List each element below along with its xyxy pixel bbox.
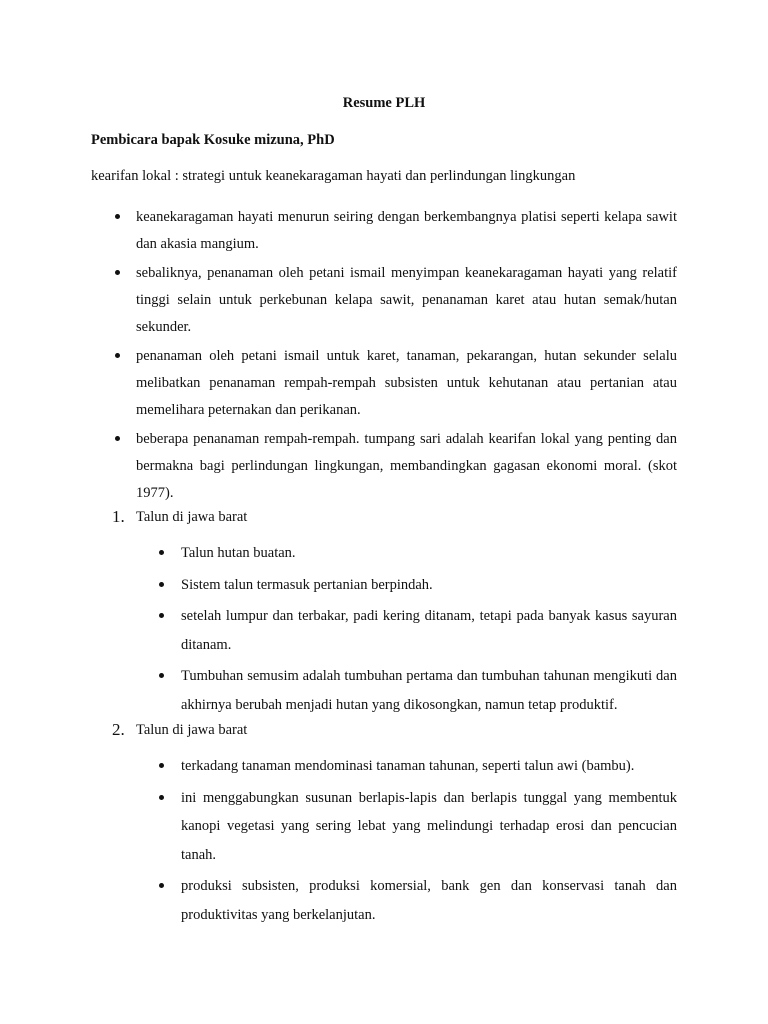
section-heading xyxy=(91,718,677,744)
bullet-dot-icon xyxy=(159,582,164,587)
bullet-item xyxy=(91,426,677,507)
sub-bullet-text: setelah lumpur dan terbakar, padi kering ditanam, tetapi pada banyak kasus sayuran ditanam. xyxy=(181,608,677,653)
bullet-dot-icon xyxy=(115,214,120,219)
sub-bullet-text: Talun hutan buatan. xyxy=(181,545,296,561)
bullet-text: keanekaragaman hayati menurun seiring dengan berkembangnya platisi seperti kelapa sawit dan akasia mangium. xyxy=(136,209,677,252)
sub-bullet-text: Sistem talun termasuk pertanian berpindah. xyxy=(181,576,433,593)
sub-bullet-list xyxy=(91,752,677,929)
bullet-dot-icon xyxy=(159,550,164,555)
bullet-dot-icon xyxy=(159,795,164,800)
sub-bullet-item xyxy=(91,784,677,870)
speaker-heading: Pembicara bapak Kosuke mizuna, PhD xyxy=(91,132,335,148)
section-number: 2. xyxy=(112,720,125,739)
bullet-dot-icon xyxy=(159,673,164,678)
sub-bullet-item xyxy=(91,662,677,719)
bullet-dot-icon xyxy=(115,353,120,358)
numbered-section-2 xyxy=(91,718,677,932)
bullet-dot-icon xyxy=(159,883,164,888)
bullet-dot-icon xyxy=(115,436,120,441)
sub-bullet-text: ini menggabungkan susunan berlapis-lapis dan berlapis tunggal yang membentuk kanopi vegetasi yang sering lebat yang melindungi terhadap erosi dan pencucian tanah. xyxy=(181,789,677,863)
bullet-text: sebaliknya, penanaman oleh petani ismail menyimpan keanekaragaman hayati yang relatif tinggi selain untuk perkebunan kelapa sawit, penanaman karet atau hutan semak/hutan sekunder. xyxy=(136,265,677,335)
sub-bullet-item xyxy=(91,539,677,568)
bullet-item xyxy=(91,204,677,258)
bullet-dot-icon xyxy=(159,613,164,618)
sub-bullet-item xyxy=(91,602,677,659)
numbered-section-1 xyxy=(91,505,677,722)
bullet-list xyxy=(91,204,677,509)
bullet-text: beberapa penanaman rempah-rempah. tumpang sari adalah kearifan lokal yang penting dan bermakna bagi perlindungan lingkungan, membandingkan gagasan ekonomi moral. (skot 1977). xyxy=(136,431,677,501)
sub-bullet-text: terkadang tanaman mendominasi tanaman tahunan, seperti talun awi (bambu). xyxy=(181,758,635,774)
bullet-text: penanaman oleh petani ismail untuk karet, tanaman, pekarangan, hutan sekunder selalu melibatkan penanaman rempah-rempah subsisten untuk kehutanan atau pertanian atau memelihara peternakan dan perikanan. xyxy=(136,348,677,418)
sub-bullet-list xyxy=(91,539,677,719)
section-label: Talun di jawa barat xyxy=(136,722,248,738)
bullet-dot-icon xyxy=(115,270,120,275)
section-label: Talun di jawa barat xyxy=(136,509,248,525)
bullet-dot-icon xyxy=(159,763,164,768)
intro-line: kearifan lokal : strategi untuk keanekaragaman hayati dan perlindungan lingkungan xyxy=(91,168,576,184)
document-title: Resume PLH xyxy=(342,95,426,111)
section-heading xyxy=(91,505,677,531)
sub-bullet-text: Tumbuhan semusim adalah tumbuhan pertama dan tumbuhan tahunan mengikuti dan akhirnya berubah menjadi hutan yang dikosongkan, namun tetap produktif. xyxy=(181,668,677,713)
sub-bullet-text: produksi subsisten, produksi komersial, bank gen dan konservasi tanah dan produktivitas yang berkelanjutan. xyxy=(181,878,677,923)
section-number: 1. xyxy=(112,507,125,526)
sub-bullet-item xyxy=(91,872,677,929)
bullet-item xyxy=(91,343,677,424)
bullet-item xyxy=(91,260,677,341)
sub-bullet-item xyxy=(91,752,677,781)
sub-bullet-item xyxy=(91,571,677,600)
